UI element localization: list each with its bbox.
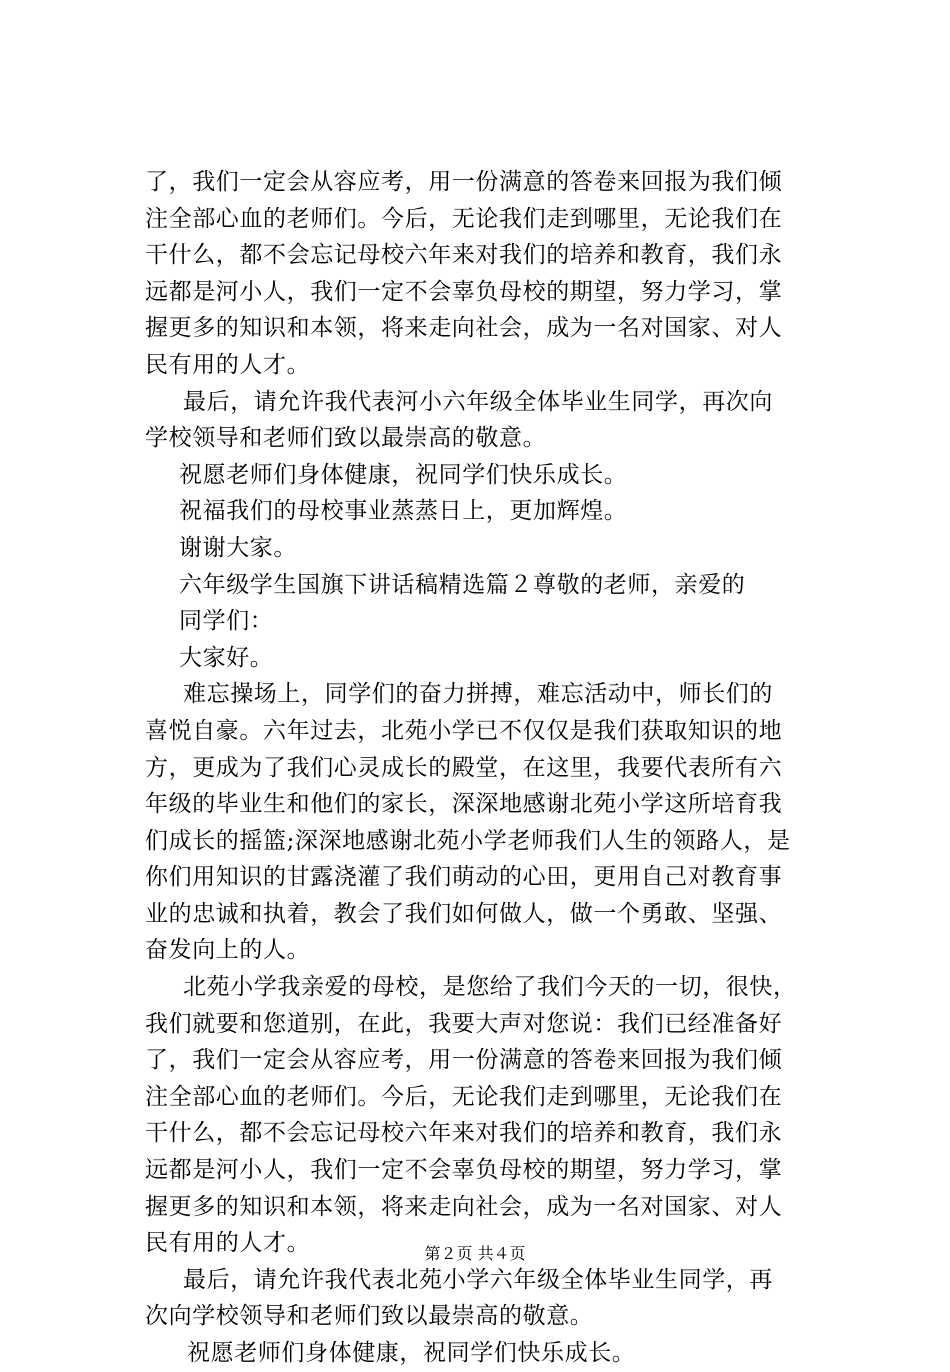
document-body xyxy=(145,164,835,1372)
text-line: 们成长的摇篮;深深地感谢北苑小学老师我们人生的领路人，是 xyxy=(145,827,791,854)
text-line: 握更多的知识和本领，将来走向社会，成为一名对国家、对人 xyxy=(145,1193,783,1220)
text-line: 最后，请允许我代表北苑小学六年级全体毕业生同学，再 xyxy=(183,1266,773,1293)
text-line: 注全部心血的老师们。今后，无论我们走到哪里，无论我们在 xyxy=(145,205,783,232)
text-line: 难忘操场上，同学们的奋力拼搏，难忘活动中，师长们的 xyxy=(183,681,773,708)
text-line: 喜悦自豪。六年过去，北苑小学已不仅仅是我们获取知识的地 xyxy=(145,717,783,744)
text-line: 业的忠诚和执着，教会了我们如何做人，做一个勇敢、坚强、 xyxy=(145,900,783,927)
text-line: 祝愿老师们身体健康，祝同学们快乐成长。 xyxy=(179,461,628,488)
text-line: 注全部心血的老师们。今后，无论我们走到哪里，无论我们在 xyxy=(145,1083,783,1110)
text-line: 北苑小学我亲爱的母校，是您给了我们今天的一切，很快， xyxy=(183,974,797,1001)
text-line: 大家好。 xyxy=(179,644,274,671)
text-line: 谢谢大家。 xyxy=(179,534,297,561)
text-line: 远都是河小人，我们一定不会辜负母校的期望，努力学习，掌 xyxy=(145,278,783,305)
text-line: 祝愿老师们身体健康，祝同学们快乐成长。 xyxy=(187,1340,636,1366)
text-line: 远都是河小人，我们一定不会辜负母校的期望，努力学习，掌 xyxy=(145,1157,783,1184)
text-line: 你们用知识的甘露浇灌了我们萌动的心田，更用自己对教育事 xyxy=(145,864,783,891)
text-line: 同学们： xyxy=(179,608,274,635)
text-line: 方，更成为了我们心灵成长的殿堂，在这里，我要代表所有六 xyxy=(145,754,783,781)
text-line: 学校领导和老师们致以最崇高的敬意。 xyxy=(145,425,547,452)
text-line: 民有用的人才。 xyxy=(145,351,311,378)
text-line: 了，我们一定会从容应考，用一份满意的答卷来回报为我们倾 xyxy=(145,1047,783,1074)
text-line: 年级的毕业生和他们的家长，深深地感谢北苑小学这所培育我 xyxy=(145,791,783,818)
text-line: 次向学校领导和老师们致以最崇高的敬意。 xyxy=(145,1303,594,1330)
text-line: 干什么，都不会忘记母校六年来对我们的培养和教育，我们永 xyxy=(145,1120,783,1147)
text-line: 握更多的知识和本领，将来走向社会，成为一名对国家、对人 xyxy=(145,315,783,342)
text-line: 最后，请允许我代表河小六年级全体毕业生同学，再次向 xyxy=(183,388,773,415)
section-heading: 六年级学生国旗下讲话稿精选篇２尊敬的老师，亲爱的 xyxy=(179,571,746,598)
text-line: 了，我们一定会从容应考，用一份满意的答卷来回报为我们倾 xyxy=(145,169,783,195)
text-line: 奋发向上的人。 xyxy=(145,937,311,964)
text-line: 祝福我们的母校事业蒸蒸日上，更加辉煌。 xyxy=(179,498,628,525)
text-line: 我们就要和您道别，在此，我要大声对您说：我们已经准备好 xyxy=(145,1010,783,1037)
page-footer: 第２页 共４页 xyxy=(424,1244,526,1263)
text-line: 干什么，都不会忘记母校六年来对我们的培养和教育，我们永 xyxy=(145,242,783,269)
text-line: 民有用的人才。 xyxy=(145,1230,311,1257)
